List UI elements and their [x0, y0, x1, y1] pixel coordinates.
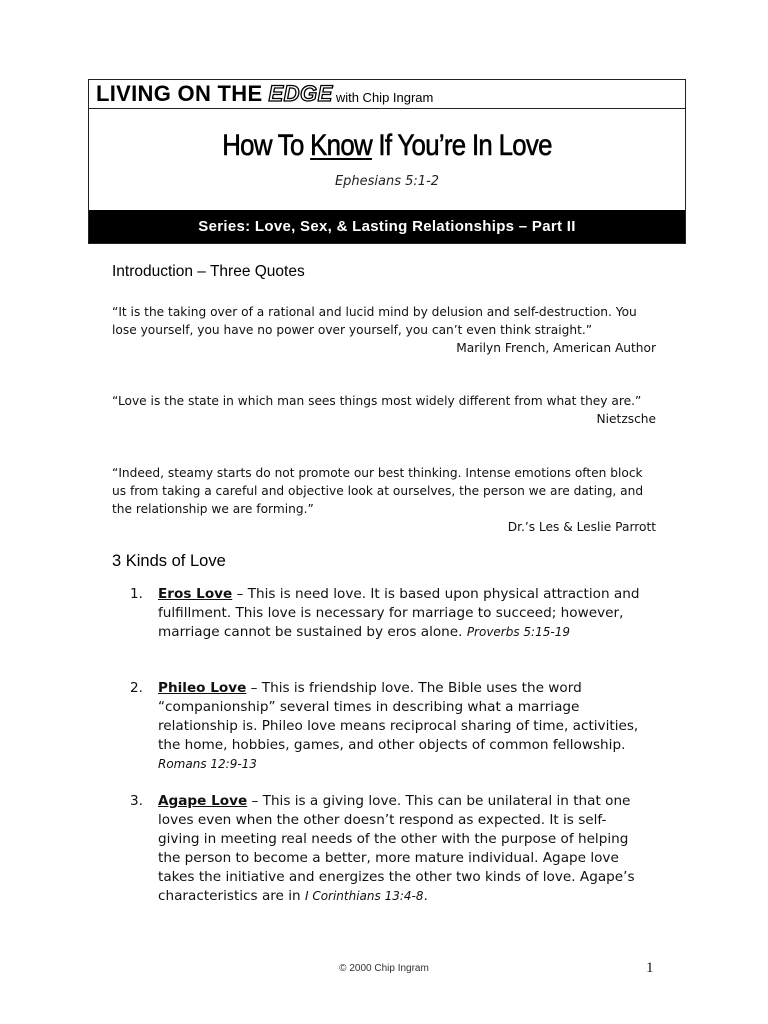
list-item-text: [158, 792, 645, 906]
series-banner: Series: Love, Sex, & Lasting Relationships – Part II: [89, 210, 685, 243]
scripture-reference: Ephesians 5:1-2: [334, 173, 440, 189]
quote-author: Dr.’s Les & Leslie Parrott: [507, 520, 656, 534]
quote-block: [112, 392, 656, 428]
header-box: [88, 79, 686, 244]
quote-block: [112, 464, 656, 536]
bible-reference: I Corinthians 13:4-8: [304, 889, 424, 903]
quote-text: “Love is the state in which man sees things most widely different from what they are.”: [112, 394, 642, 408]
bible-reference: Romans 12:9-13: [158, 757, 257, 771]
brand-author: with Chip Ingram: [335, 89, 434, 105]
bible-reference: Proverbs 5:15-19: [466, 625, 570, 639]
quote-text: “Indeed, steamy starts do not promote our best thinking. Intense emotions often block us from taking a careful and objective look at ourselves, the person we are dating, and the relationship we are forming.”: [112, 466, 644, 516]
title-part-2: If You’re In Love: [371, 129, 552, 162]
title-underlined-word: Know: [310, 129, 372, 162]
list-number: 3.: [130, 793, 143, 809]
love-description: – This is a giving love. This can be unilateral in that one loves even when the other doesn’t respond as expected. It is self-giving in meeting real needs of the other with the purpose of helping the person to become a better, more mature individual. Agape love takes the initiative and energizes the other two kinds of love. Agape’s characteristics are in: [158, 793, 635, 904]
quote-text: “It is the taking over of a rational and lucid mind by delusion and self-destruction. You lose yourself, you have no power over yourself, you can’t even think straight.”: [112, 305, 637, 337]
title-area: [89, 109, 685, 210]
brand-logo-edge: EDGE: [268, 81, 333, 106]
intro-heading: Introduction – Three Quotes: [112, 263, 305, 280]
brand-logo-text: LIVING ON THE: [96, 81, 263, 106]
copyright-notice: © 2000 Chip Ingram: [339, 963, 429, 974]
list-item: [130, 585, 645, 642]
description-tail: .: [423, 888, 428, 904]
page-number: 1: [646, 960, 654, 976]
page-title: [131, 129, 644, 164]
quote-block: [112, 303, 656, 357]
quote-author: Nietzsche: [596, 412, 656, 426]
list-item-text: [158, 585, 645, 642]
list-item-text: [158, 679, 645, 774]
love-term: Eros Love: [158, 586, 233, 602]
brand-row: [89, 80, 685, 109]
quote-author: Marilyn French, American Author: [456, 341, 656, 355]
list-number: 2.: [130, 680, 143, 696]
list-item: [130, 679, 645, 774]
love-term: Agape Love: [158, 793, 248, 809]
kinds-heading: 3 Kinds of Love: [112, 552, 226, 570]
list-number: 1.: [130, 586, 143, 602]
love-description: – This is friendship love. The Bible uses the word “companionship” several times in describing what a marriage relationship is. Phileo love means reciprocal sharing of time, activities, the home, hobbies, games, and other objects of common fellowship.: [158, 680, 639, 753]
list-item: [130, 792, 645, 906]
title-part-1: How To: [222, 129, 311, 162]
love-term: Phileo Love: [158, 680, 247, 696]
love-description: – This is need love. It is based upon physical attraction and fulfillment. This love is necessary for marriage to succeed; however, marriage cannot be sustained by eros alone.: [158, 586, 640, 640]
